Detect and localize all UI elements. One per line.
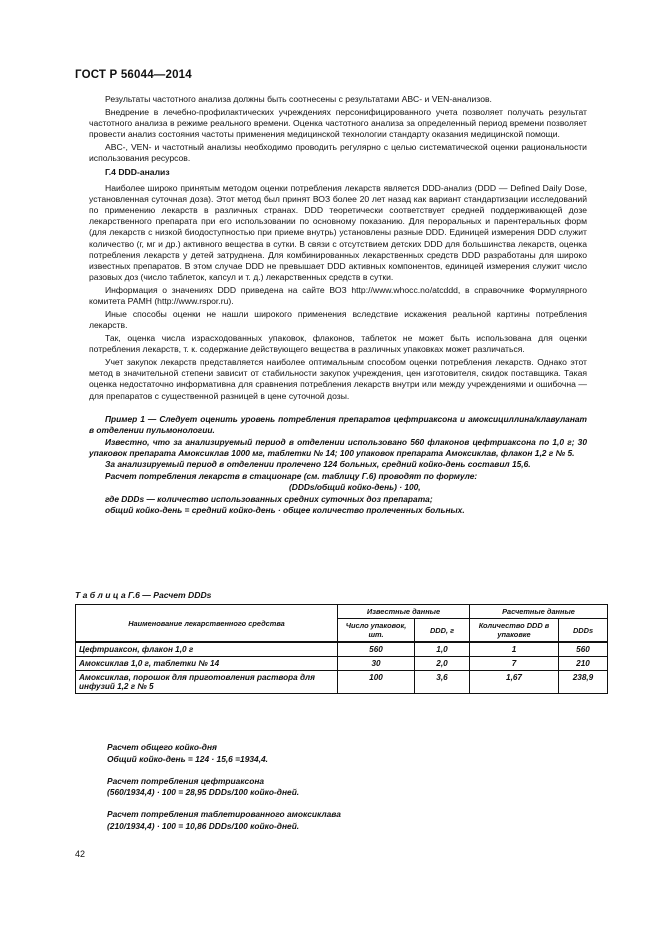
paragraph: Иные способы оценки не нашли широкого применения вследствие искажения реальной картины потребления лекарств.	[89, 309, 587, 331]
header-known: Известные данные	[338, 605, 470, 619]
example-text: Пример 1 — Следует оценить уровень потребления препаратов цефтриаксона и амоксициллина/клавуланат в отделении пульмонологии.	[89, 413, 587, 436]
cell-ddds: 210	[559, 657, 608, 671]
paragraph: Так, оценка числа израсходованных упаковок, флаконов, таблеток не может быть использована для оценки потребления лекарств, т. к. содержание действующего вещества в различных упаковках может различаться.	[89, 333, 587, 355]
calculation-line: Общий койко-день = 124 · 15,6 =1934,4.	[107, 753, 269, 764]
table-row	[76, 642, 608, 657]
header-calc: Расчетные данные	[470, 605, 608, 619]
calculation	[107, 776, 341, 800]
formula: (DDDs/общий койко-день) · 100,	[289, 482, 421, 493]
example-text: За анализируемый период в отделении пролечено 124 больных, средний койко-день составил 15,6.	[105, 459, 531, 470]
example-block	[89, 414, 587, 517]
cell-name: Цефтриаксон, флакон 1,0 г	[76, 642, 338, 657]
paragraph: ABC-, VEN- и частотный анализы необходимо проводить регулярно с целью систематической оценки рациональности использования ресурсов.	[89, 142, 587, 164]
header-ddds: DDDs	[559, 619, 608, 643]
header-ddd: DDD, г	[415, 619, 470, 643]
cell-ddds: 560	[559, 642, 608, 657]
cell-ddd: 2,0	[415, 657, 470, 671]
document-body	[89, 94, 587, 517]
cell-name: Амоксиклав, порошок для приготовления раствора для инфузий 1,2 г № 5	[76, 671, 338, 694]
table-row	[76, 671, 608, 694]
calculation-line: (560/1934,4) · 100 = 28,95 DDDs/100 койко-дней.	[107, 787, 300, 798]
paragraph: Учет закупок лекарств представляется наиболее оптимальным способом оценки потребления лекарств. Однако этот метод в значительной степени зависит от стабильности закупок учреждения, цен изготовителя, скидок поставщика. Такая оценка недостаточно информативна для сравнения потребления лекарств внутри или между учреждениями и ошибочна — для препаратов с существенной разницей в цене суточной дозы.	[89, 357, 587, 401]
cell-ddd: 1,0	[415, 642, 470, 657]
cell-count: 560	[338, 642, 415, 657]
calculation-line: (210/1934,4) · 100 = 10,86 DDDs/100 койко-дней.	[107, 820, 300, 831]
page-number: 42	[75, 849, 86, 859]
table-row	[76, 657, 608, 671]
header-qty: Количество DDD в упаковке	[470, 619, 559, 643]
header-name: Наименование лекарственного средства	[76, 605, 338, 643]
example-text: где DDDs — количество использованных средних суточных доз препарата;	[105, 493, 433, 504]
header-count: Число упаковок, шт.	[338, 619, 415, 643]
cell-qty: 1,67	[470, 671, 559, 694]
cell-count: 100	[338, 671, 415, 694]
calculations-block	[107, 742, 341, 843]
ddds-table	[75, 604, 608, 694]
page-header-title: ГОСТ Р 56044—2014	[75, 69, 192, 81]
calculation-title: Расчет общего койко-дня	[107, 742, 217, 752]
example-text: Известно, что за анализируемый период в отделении использовано 560 флаконов цефтриаксона по 1,0 г; 30 упаковок препарата Амоксиклав 1000 мг, таблетки № 14; 100 упаковок препарата Амоксиклав, флакон 1,2 г № 5.	[89, 436, 587, 459]
calculation	[107, 742, 341, 766]
example-text: Расчет потребления лекарств в стационаре (см. таблицу Г.6) проводят по формуле:	[105, 470, 478, 481]
paragraph: Информация о значениях DDD приведена на сайте ВОЗ http://www.whocc.no/atcddd, в справочнике Формулярного комитета РАМН (http://www.rspor.ru).	[89, 285, 587, 307]
cell-qty: 7	[470, 657, 559, 671]
cell-qty: 1	[470, 642, 559, 657]
table-title: Т а б л и ц а Г.6 — Расчет DDDs	[75, 590, 212, 600]
paragraph: Наиболее широко принятым методом оценки потребления лекарств является DDD-анализ (DDD — Defined Daily Dose, установленная суточная доза). Этот метод был принят ВОЗ более 20 лет назад как вариант стандартизации исследований по применению лекарств в различных странах. DDD теоретически соответствует средней поддерживающей дозе лекарственного препарата при его использовании по основному показанию. Для пероральных и парентеральных форм (для лекарств с низкой биодоступностью при приеме внутрь) установлены разные DDD. Единицей измерения DDD служит количество (г, мг и др.) активного вещества в сутки. В связи с отсутствием детских DDD для большинства лекарств, оценка потребления лекарств у детей затруднена. Для комбинированных лекарственных средств DDD разработаны для широко известных препаратов. В этом случае DDD не превышает DDD активных компонентов, единицей измерения служит число разовых доз (число таблеток, капсул и т. д.) лекарственных средств в сутки.	[89, 182, 587, 283]
cell-count: 30	[338, 657, 415, 671]
calculation-title: Расчет потребления таблетированного амоксиклава	[107, 809, 341, 820]
paragraph: Внедрение в лечебно-профилактических учреждениях персонифицированного учета позволяет получать результат частотного анализа в режиме реального времени. Оценка частотного анализа за определенный период времени позволяет провести анализ состояния частоты применения медицинской технологии стандарту оказания медицинской помощи.	[89, 106, 587, 140]
cell-name: Амоксиклав 1,0 г, таблетки № 14	[76, 657, 338, 671]
section-heading: Г.4 DDD-анализ	[105, 167, 170, 178]
cell-ddd: 3,6	[415, 671, 470, 694]
calculation-title: Расчет потребления цефтриаксона	[107, 775, 265, 786]
calculation	[107, 809, 341, 833]
cell-ddds: 238,9	[559, 671, 608, 694]
example-text: общий койко-день = средний койко-день · общее количество пролеченных больных.	[105, 505, 465, 516]
paragraph: Результаты частотного анализа должны быть соотнесены с результатами ABC- и VEN-анализов.	[105, 94, 492, 104]
